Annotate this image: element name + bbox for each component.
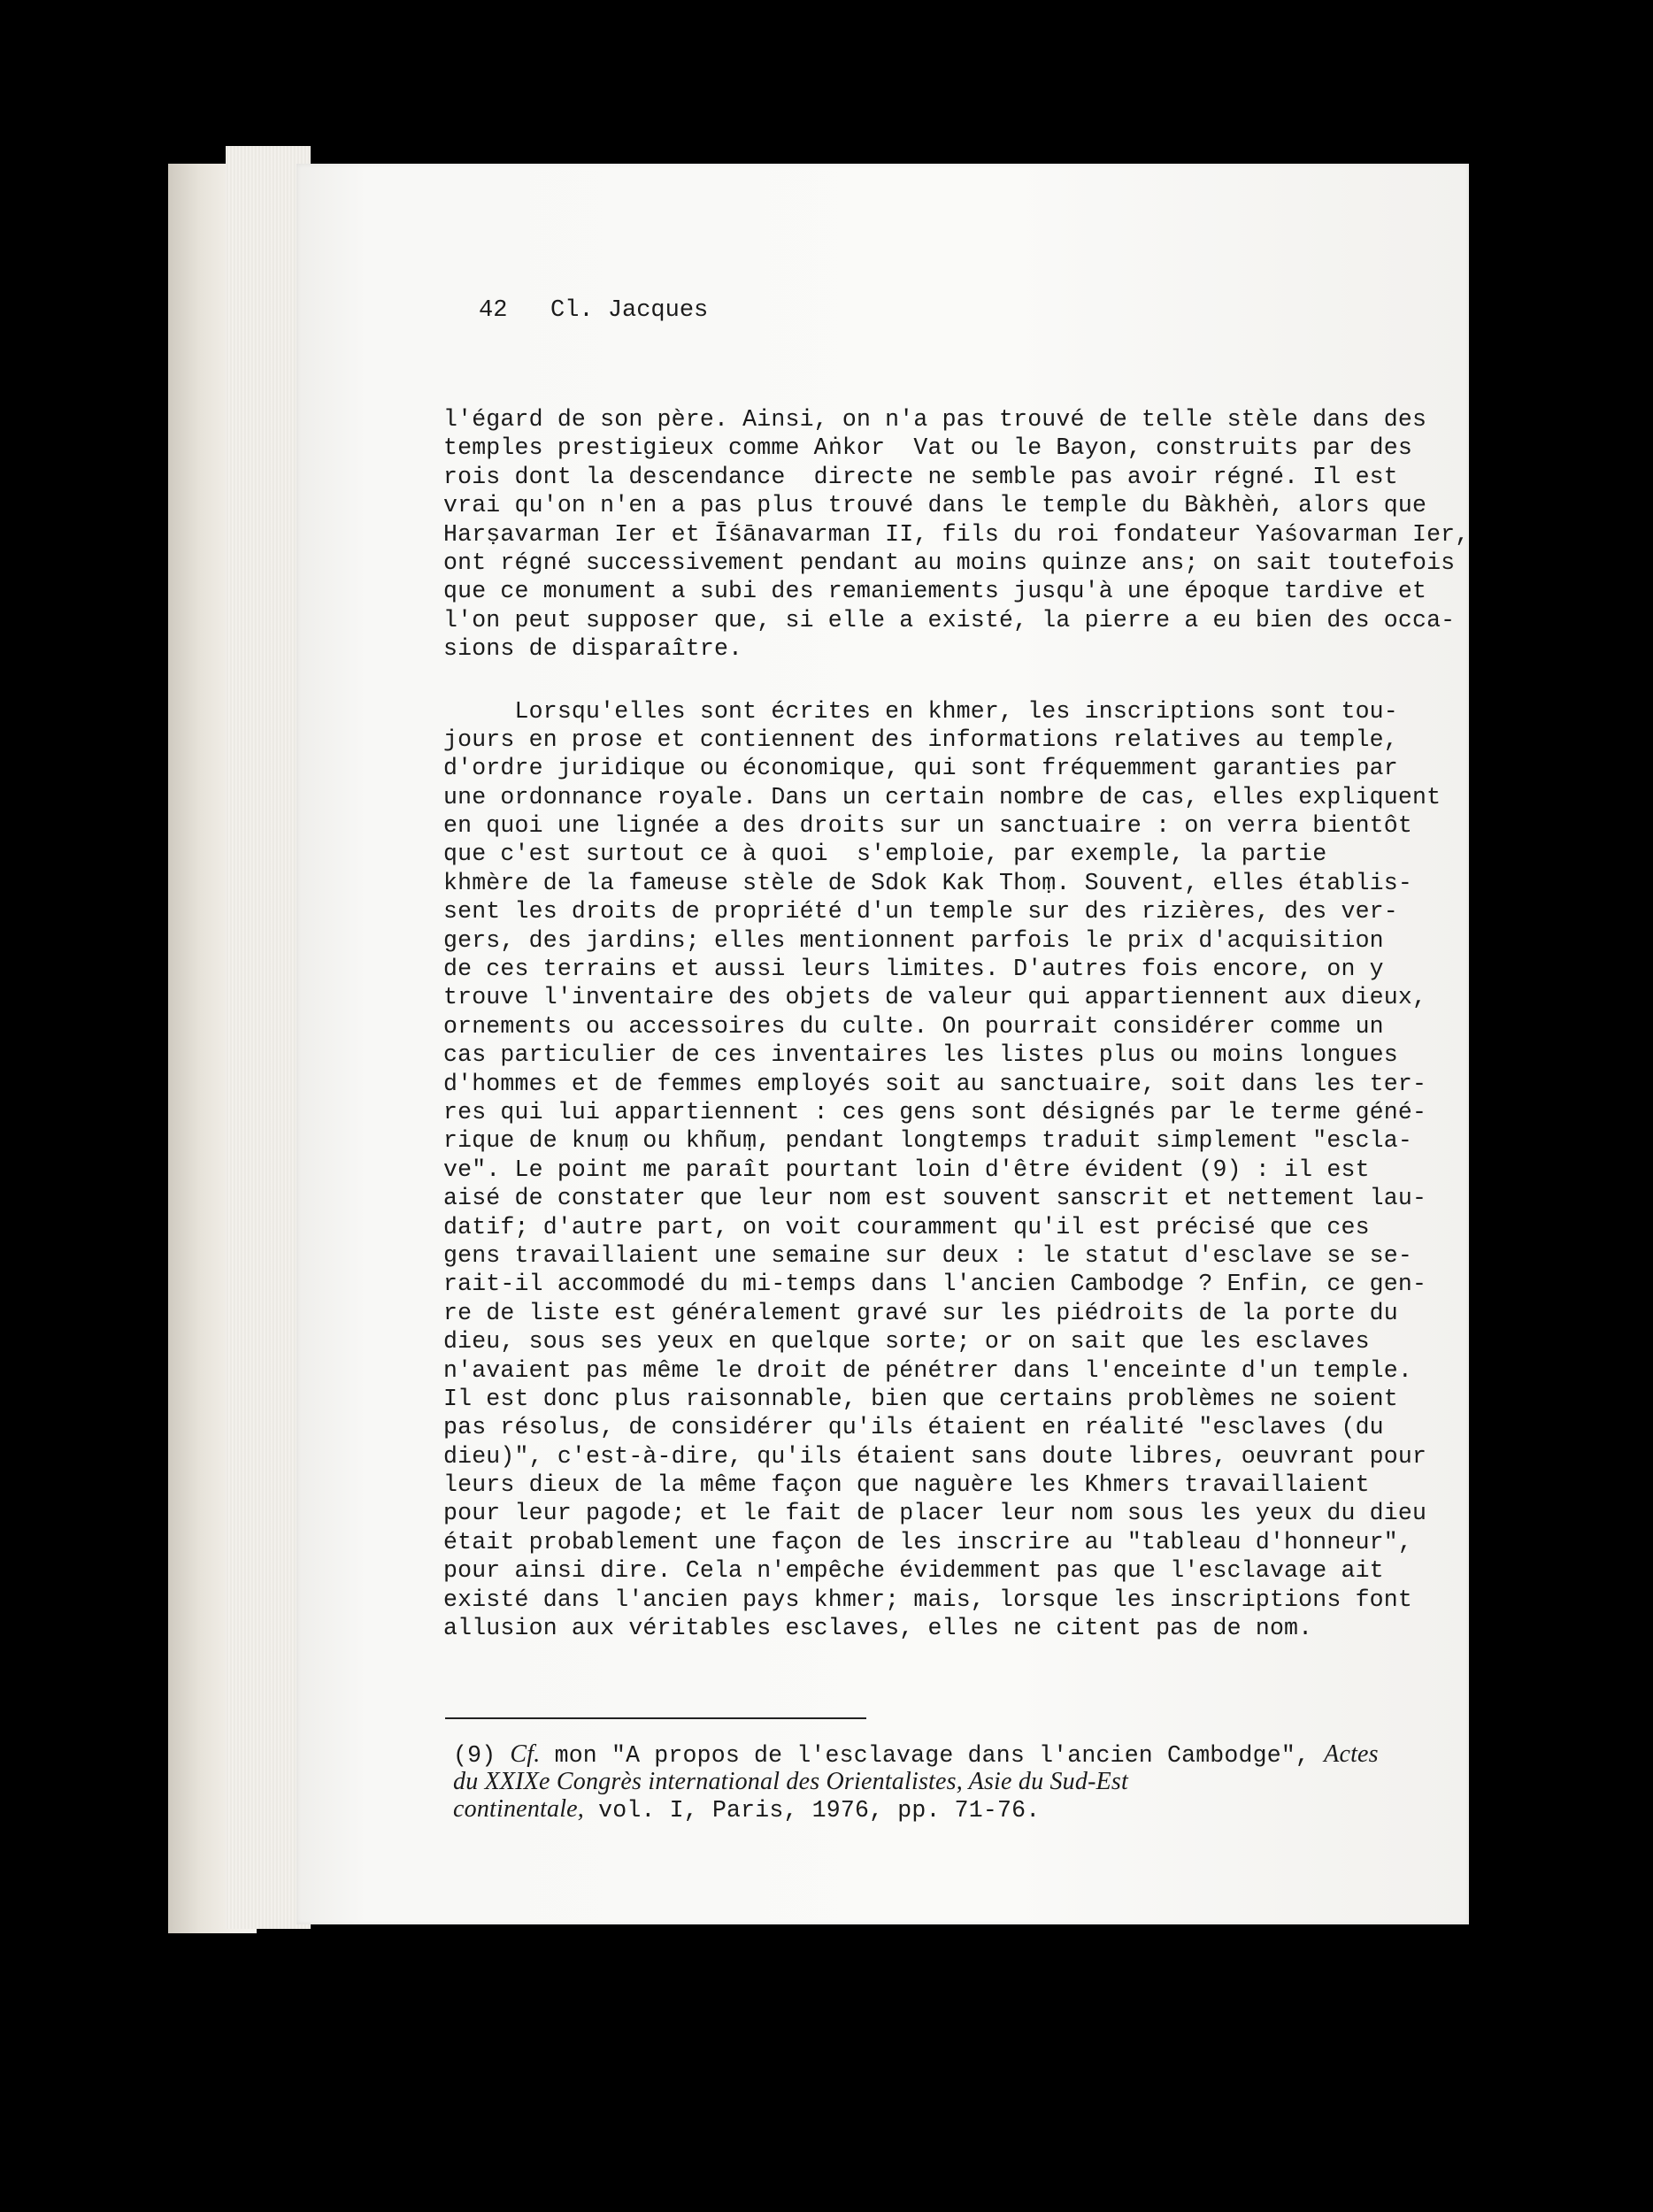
text-line: aisé de constater que leur nom est souvent sanscrit et nettement lau- bbox=[443, 1185, 1427, 1212]
text-line: rique de knuṃ ou khñuṃ, pendant longtemps traduit simplement "escla- bbox=[443, 1127, 1412, 1155]
footnote-line bbox=[453, 1740, 1426, 1768]
text-line: l'égard de son père. Ainsi, on n'a pas trouvé de telle stèle dans des bbox=[443, 406, 1427, 433]
text-line: que c'est surtout ce à quoi s'emploie, par exemple, la partie bbox=[443, 841, 1327, 868]
text-line: rois dont la descendance directe ne semble pas avoir régné. Il est bbox=[443, 463, 1398, 490]
text-line: cas particulier de ces inventaires les listes plus ou moins longues bbox=[443, 1041, 1398, 1069]
author-name: Cl. Jacques bbox=[550, 297, 709, 324]
text-line: gers, des jardins; elles mentionnent parfois le prix d'acquisition bbox=[443, 926, 1384, 954]
text-line: jours en prose et contiennent des informations relatives au temple, bbox=[443, 726, 1398, 753]
text-line: Lorsqu'elles sont écrites en khmer, les inscriptions sont tou- bbox=[443, 697, 1398, 725]
text-line: pour ainsi dire. Cela n'empêche évidemment pas que l'esclavage ait bbox=[443, 1557, 1384, 1585]
text-line: res qui lui appartiennent : ces gens sont désignés par le terme géné- bbox=[443, 1098, 1427, 1125]
text-line: n'avaient pas même le droit de pénétrer dans l'enceinte d'un temple. bbox=[443, 1356, 1412, 1384]
text-line: ornements ou accessoires du culte. On pourrait considérer comme un bbox=[443, 1012, 1384, 1040]
paragraph bbox=[443, 405, 1470, 664]
text-line: vrai qu'on n'en a pas plus trouvé dans le temple du Bàkhèṅ, alors que bbox=[443, 492, 1427, 519]
text-line: re de liste est généralement gravé sur les piédroits de la porte du bbox=[443, 1299, 1398, 1326]
text-line: l'on peut supposer que, si elle a existé, la pierre a eu bien des occa- bbox=[443, 606, 1456, 634]
text-line: trouve l'inventaire des objets de valeur qui appartiennent aux dieux, bbox=[443, 984, 1427, 1011]
footnote-line bbox=[453, 1768, 1426, 1795]
text-line: de ces terrains et aussi leurs limites. D'autres fois encore, on y bbox=[443, 956, 1384, 983]
footnote-text: vol. I, Paris, 1976, pp. 71-76. bbox=[584, 1797, 1041, 1824]
text-line: Harṣavarman Ier et Īśānavarman II, fils du roi fondateur Yaśovarman Ier, bbox=[443, 520, 1470, 548]
text-line: sions de disparaître. bbox=[443, 635, 743, 663]
text-line: sent les droits de propriété d'un temple sur des rizières, des ver- bbox=[443, 898, 1398, 926]
text-line: dieu, sous ses yeux en quelque sorte; or on sait que les esclaves bbox=[443, 1328, 1370, 1356]
page-number: 42 bbox=[479, 297, 508, 324]
footnote-italic: Actes bbox=[1324, 1740, 1379, 1768]
running-head bbox=[479, 297, 708, 324]
text-line: en quoi une lignée a des droits sur un sanctuaire : on verra bientôt bbox=[443, 812, 1412, 840]
footnote-line bbox=[453, 1795, 1426, 1823]
text-line: Il est donc plus raisonnable, bien que certains problèmes ne soient bbox=[443, 1385, 1398, 1412]
text-line: temples prestigieux comme Aṅkor Vat ou le Bayon, construits par des bbox=[443, 434, 1412, 462]
text-line: gens travaillaient une semaine sur deux : le statut d'esclave se se- bbox=[443, 1241, 1412, 1269]
footnote-rule bbox=[445, 1717, 866, 1719]
text-line: khmère de la fameuse stèle de Sdok Kak Thoṃ. Souvent, elles établis- bbox=[443, 869, 1412, 896]
text-line: était probablement une façon de les inscrire au "tableau d'honneur", bbox=[443, 1528, 1412, 1555]
text-line: ve". Le point me paraît pourtant loin d'être évident (9) : il est bbox=[443, 1156, 1370, 1183]
body-text bbox=[443, 405, 1470, 1642]
text-line: ont régné successivement pendant au moins quinze ans; on sait toutefois bbox=[443, 549, 1456, 576]
text-line: rait-il accommodé du mi-temps dans l'ancien Cambodge ? Enfin, ce gen- bbox=[443, 1271, 1427, 1298]
text-line: d'ordre juridique ou économique, qui sont fréquemment garanties par bbox=[443, 755, 1398, 782]
footnote-cf: Cf. bbox=[510, 1740, 541, 1768]
paragraph bbox=[443, 697, 1442, 1643]
footnote bbox=[453, 1740, 1426, 1823]
footnote-text: mon "A propos de l'esclavage dans l'ancien Cambodge", bbox=[540, 1742, 1325, 1769]
text-line: existé dans l'ancien pays khmer; mais, lorsque les inscriptions font bbox=[443, 1586, 1412, 1613]
text-line: datif; d'autre part, on voit couramment qu'il est précisé que ces bbox=[443, 1213, 1370, 1240]
text-line: allusion aux véritables esclaves, elles ne citent pas de nom. bbox=[443, 1615, 1313, 1642]
text-line: d'hommes et de femmes employés soit au sanctuaire, soit dans les ter- bbox=[443, 1070, 1427, 1097]
text-line: leurs dieux de la même façon que naguère les Khmers travaillaient bbox=[443, 1471, 1370, 1499]
footnote-italic: continentale, bbox=[453, 1795, 585, 1823]
text-line: que ce monument a subi des remaniements jusqu'à une époque tardive et bbox=[443, 578, 1427, 605]
text-line: une ordonnance royale. Dans un certain nombre de cas, elles expliquent bbox=[443, 783, 1442, 810]
footnote-number: (9) bbox=[453, 1742, 511, 1769]
footnote-italic: du XXIXe Congrès international des Orientalistes, Asie du Sud-Est bbox=[453, 1768, 1128, 1795]
text-line: pour leur pagode; et le fait de placer leur nom sous les yeux du dieu bbox=[443, 1500, 1427, 1527]
text-line: pas résolus, de considérer qu'ils étaient en réalité "esclaves (du bbox=[443, 1414, 1384, 1441]
text-line: dieu)", c'est-à-dire, qu'ils étaient sans doute libres, oeuvrant pour bbox=[443, 1442, 1427, 1470]
